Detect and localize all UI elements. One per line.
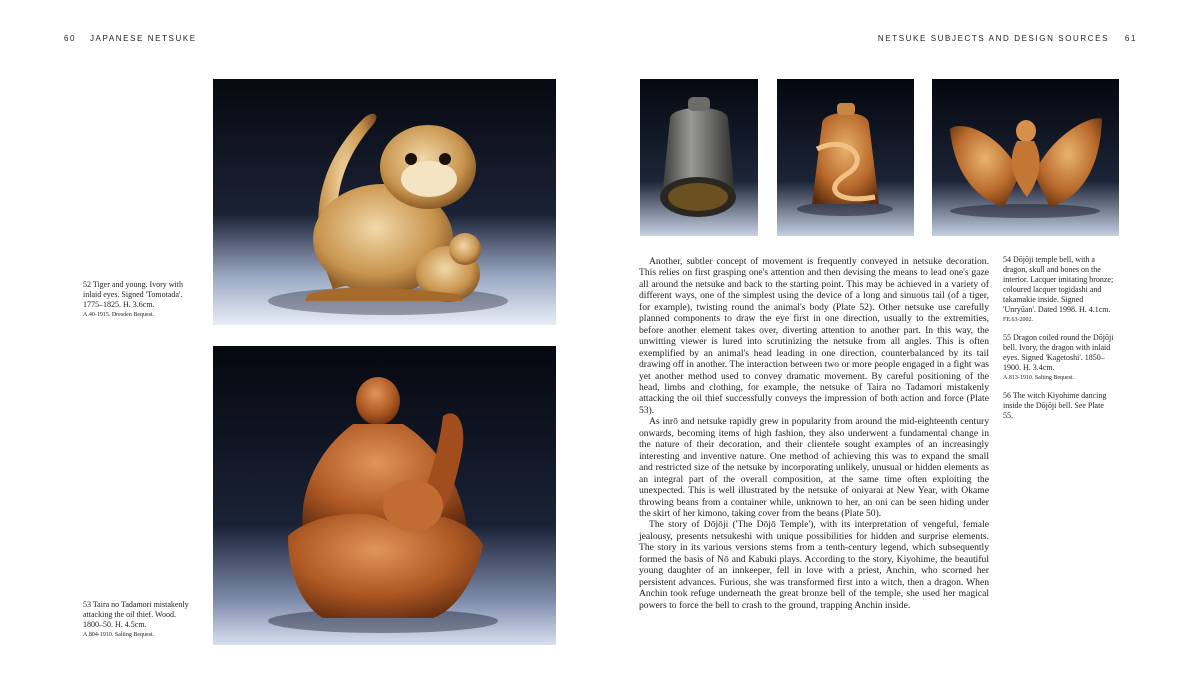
plate-56-kiyohime-photo	[932, 79, 1119, 236]
right-running-title: NETSUKE SUBJECTS AND DESIGN SOURCES	[877, 34, 1110, 43]
left-running-head	[64, 34, 197, 43]
caption-52-credit: A.40-1915. Dresden Bequest.	[83, 312, 155, 318]
plate-54-bell-photo	[640, 79, 758, 236]
caption-56-text: 56 The witch Kiyohime dancing inside the Dōjōji bell. See Plate 55.	[1003, 391, 1107, 420]
side-captions	[1003, 255, 1115, 429]
caption-plate-55	[1003, 333, 1115, 383]
caption-55-credit: A.813-1910. Salting Bequest.	[1003, 375, 1075, 381]
body-paragraph-2: As inrō and netsuke rapidly grew in popularity from around the mid-eighteenth century onwards, becoming items of high fashion, they also underwent a fundamental change in the nature of their decoration, and their clientele sought examples of an increasingly interesting and inventive nature. One method of achieving this was to expand the small and restricted size of the netsuke by incorporating unlikely, unusual or hidden elements as an integral part of the overall composition, at the same time often exploiting the unexpected. This is well illustrated by the netsuke of oniyarai at New Year, with Okame throwing beans from a container while, unknown to her, an oni can be seen hiding under the skirt of her kimono, taking cover from the beans (Plate 50).	[639, 416, 989, 519]
plate-52-tiger-photo	[213, 79, 556, 325]
caption-53-credit: A.804-1910. Salting Bequest.	[83, 632, 155, 638]
caption-plate-54	[1003, 255, 1115, 325]
caption-52-text: 52 Tiger and young. Ivory with inlaid eyes. Signed 'Tomotada'. 1775–1825. H. 3.6cm.	[83, 280, 183, 309]
plate-55-dragon-bell-photo	[777, 79, 914, 236]
caption-53-text: 53 Taira no Tadamori mistakenly attacking the oil thief. Wood. 1800–50. H. 4.5cm.	[83, 600, 189, 629]
caption-54-text: 54 Dōjōji temple bell, with a dragon, skull and bones on the interior. Lacquer imitating bronze; coloured lacquer togidashi and takamakie inside. Signed 'Unryūan'. Dated 1998. H. 4.1cm.	[1003, 255, 1114, 314]
caption-plate-56	[1003, 391, 1115, 421]
right-running-head	[878, 34, 1137, 43]
main-body-text	[639, 256, 989, 611]
caption-55-text: 55 Dragon coiled round the Dōjōji bell. Ivory, the dragon with inlaid eyes. Signed 'Kagetoshi'. 1850–1900. H. 3.4cm.	[1003, 333, 1114, 372]
caption-plate-53	[83, 600, 193, 640]
body-paragraph-3: The story of Dōjōji ('The Dōjō Temple'), with its interpretation of vengeful, female jealousy, presents netsukeshi with unique possibilities for hidden and surprise elements. The story in its various versions stems from a tenth-century legend, which subsequently formed the basis of Nō and Kabuki plays. According to the story, Kiyohime, the beautiful young daughter of an innkeeper, fell in love with a priest, Anchin, who scorned her persistent advances. Furious, she was transformed first into a witch, then a dragon. When Anchin took refuge underneath the great bronze bell of the temple, she used her magical powers to force the bell to crash to the ground, trapping Anchin inside.	[639, 519, 989, 611]
body-paragraph-1: Another, subtler concept of movement is frequently conveyed in netsuke decoration. This relies on first grasping one's attention and then devising the means to lead one's gaze all around the netsuke and back to the starting point. This may be achieved in a variety of different ways, one of the simplest using the device of a long and sinuous tail (of a tiger, for example), twisting round the animal's body (Plate 52). Other netsuke use carefully planned components to draw the eye first in one direction, usually to the extremities, before another element takes over, diverting attention to another part. In this way, the unwitting viewer is lured into scrutinizing the netsuke from all angles. This is often exemplified by an animal's head leading in one direction, counterbalanced by its tail drawing off in another. The interaction between two or more people engaged in a fight was yet another method used to convey dramatic movement. By careful positioning of the head, limbs and clothing, for example, the netsuke of Taira no Tadamori mistakenly attacking the oil thief successfully conveys the impression of both action and force (Plate 53).	[639, 256, 989, 416]
left-running-title: JAPANESE NETSUKE	[89, 34, 197, 43]
right-page-number: 61	[1124, 34, 1137, 43]
plate-53-tadamori-photo	[213, 346, 556, 645]
caption-54-credit: FE.63-2002.	[1003, 317, 1033, 323]
caption-plate-52	[83, 280, 193, 320]
left-page-number: 60	[64, 34, 77, 43]
